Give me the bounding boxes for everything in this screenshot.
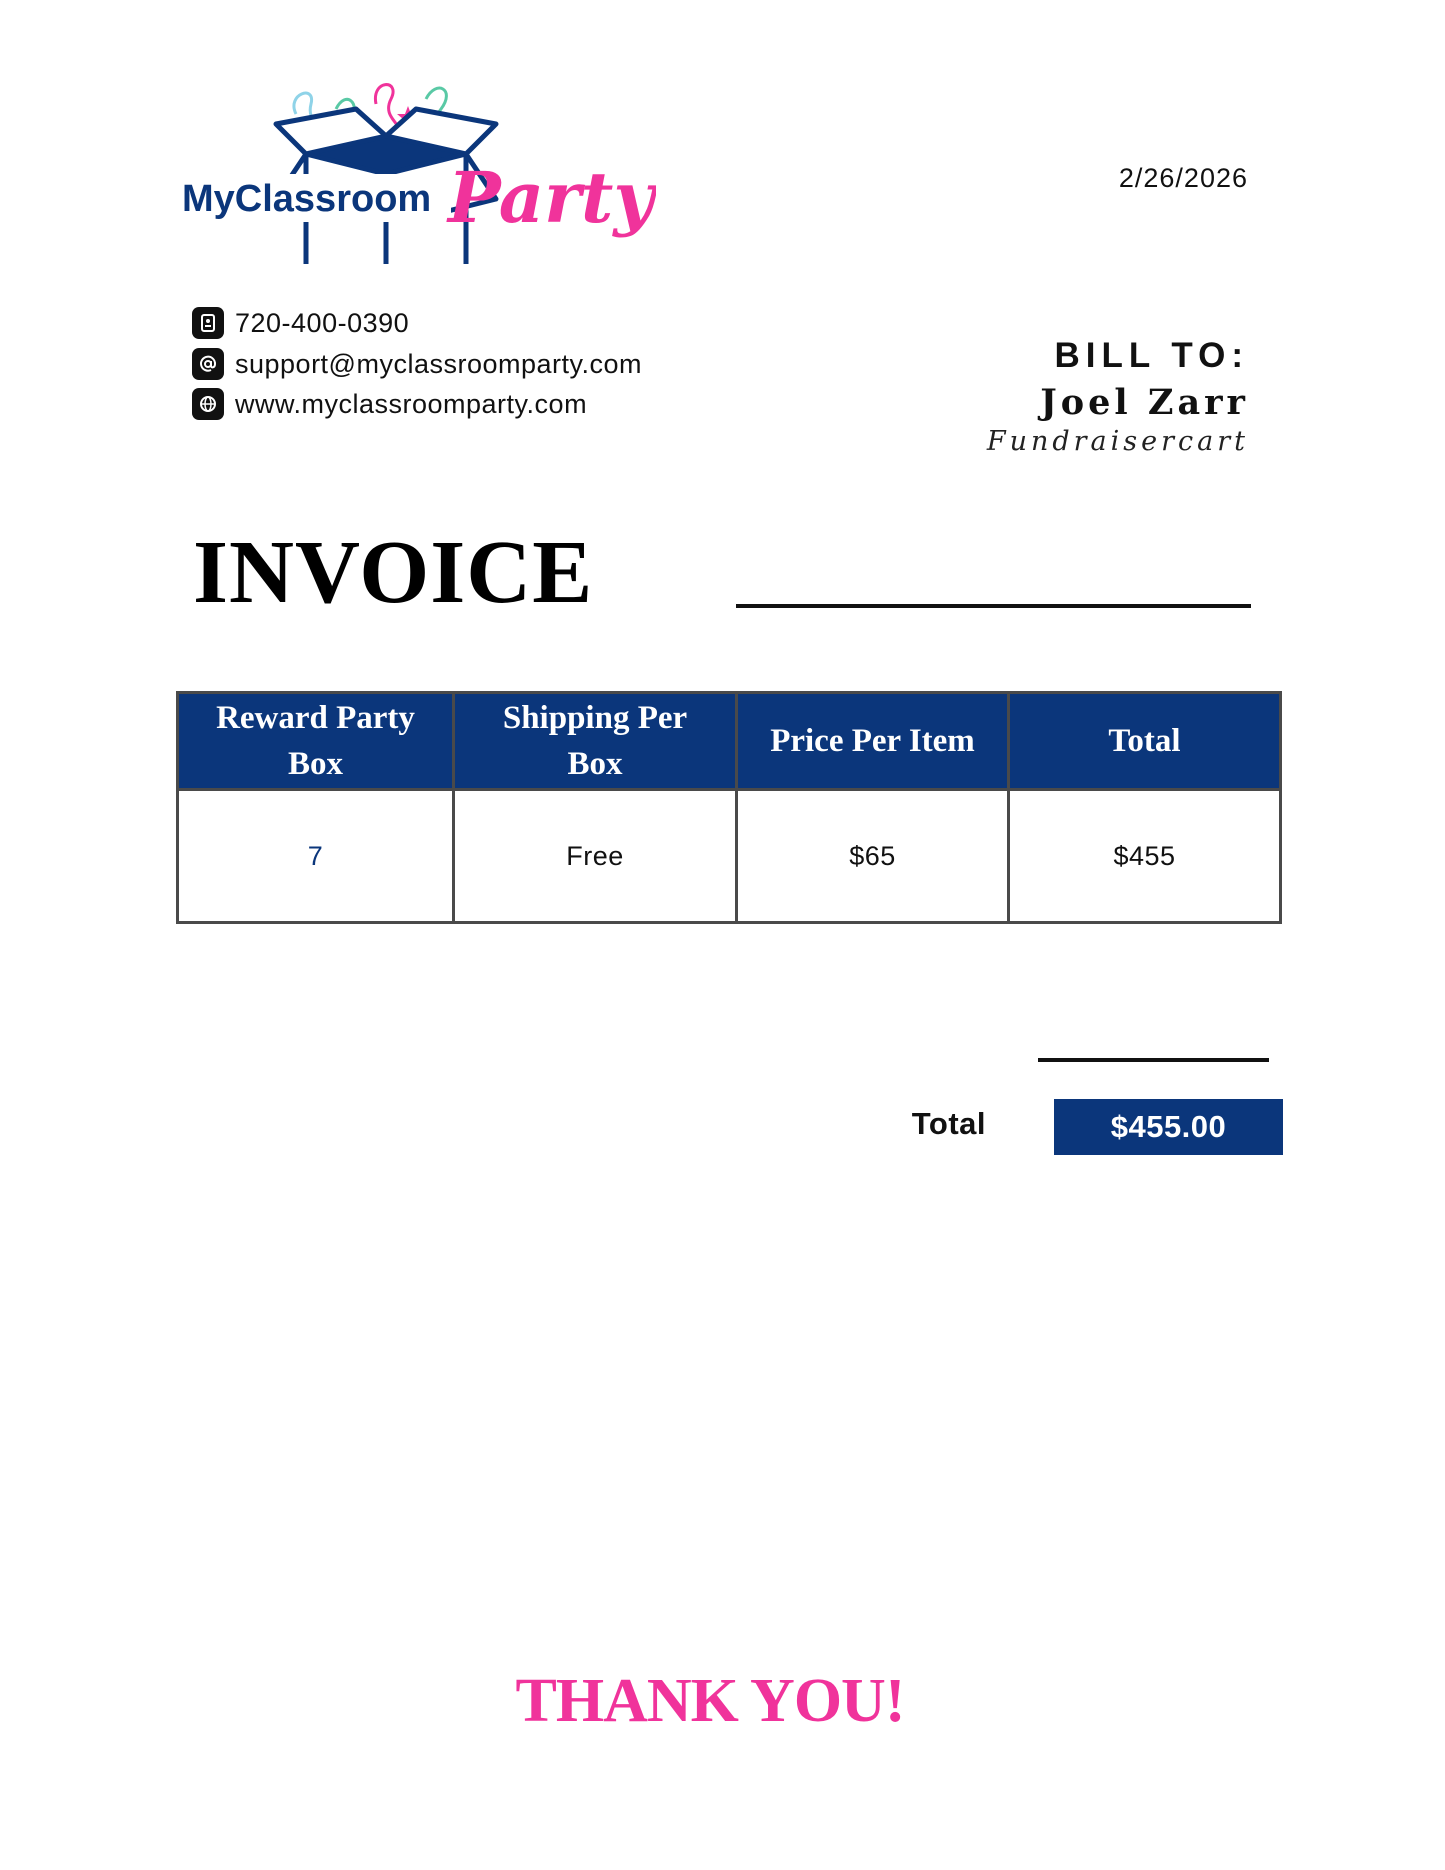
header-price-per-item: Price Per Item [737,693,1009,790]
total-label: Total [911,1106,986,1141]
contact-email [192,347,642,381]
table-header-row [178,693,1281,790]
total-divider [1038,1058,1269,1062]
contact-website [192,387,587,421]
logo-text-party: Party [448,156,655,239]
contact-phone [192,306,409,340]
header-shipping-per-box: Shipping Per Box [454,693,737,790]
at-sign-icon [192,348,224,380]
total-amount: $455.00 [1054,1099,1283,1155]
bill-to-company: Fundraisercart [986,426,1249,457]
invoice-title: INVOICE [193,523,594,622]
website-url: www.myclassroomparty.com [235,388,588,419]
invoice-date: 2/26/2026 [1118,163,1248,193]
logo-text-myclassroom: MyClassroom [182,178,432,220]
company-logo [176,74,656,264]
bill-to-name: Joel Zarr [1040,382,1249,423]
globe-icon [192,388,224,420]
cell-total: $455 [1009,790,1281,923]
title-underline [736,604,1251,608]
header-reward-party-box: Reward Party Box [178,693,454,790]
cell-quantity: 7 [178,790,454,923]
phone-book-icon [192,307,224,339]
cell-shipping: Free [454,790,737,923]
thank-you-message: THANK YOU! [515,1667,905,1735]
header-total: Total [1009,693,1281,790]
invoice-table [176,691,1282,924]
bill-to-label: BILL TO: [1054,336,1249,375]
phone-number: 720-400-0390 [235,307,410,338]
cell-price: $65 [737,790,1009,923]
party-box-logo-graphic [176,74,656,264]
table-row [178,790,1281,923]
email-address: support@myclassroomparty.com [235,348,643,379]
